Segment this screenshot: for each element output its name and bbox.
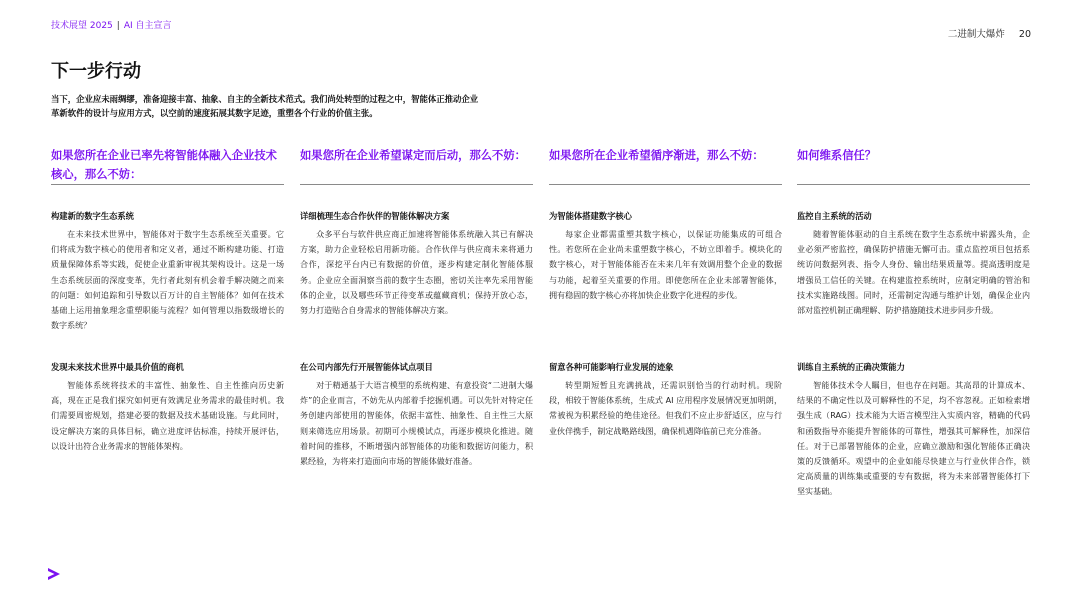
column-heading: 如果您所在企业希望循序渐进，那么不妨： <box>549 149 764 162</box>
column-divider <box>797 184 1030 185</box>
section-title: 在公司内部先行开展智能体试点项目 <box>300 362 433 372</box>
column-heading: 如果您所在企业希望谋定而后动，那么不妨： <box>300 149 526 162</box>
column-heading: 如何维系信任？ <box>797 149 877 162</box>
page-title: 下一步行动 <box>51 61 141 82</box>
report-subtitle: AI 自主宣言 <box>123 21 172 31</box>
column-planners <box>300 146 533 467</box>
section <box>300 210 533 318</box>
header-separator: | <box>116 21 120 31</box>
section-body: 每家企业都需重塑其数字核心，以保证功能集成的可组合性。若您所在企业尚未重塑数字核心，不妨立即着手。模块化的数字核心，对于智能体能否在未来几年有效调用整个企业的数据与功能，起着至关重要的作用。即使您所在企业未部署智能体，拥有稳固的数字核心亦将加快企业数字化进程的步伐。 <box>549 230 782 300</box>
column-trust <box>797 146 1030 497</box>
section-title: 训练自主系统的正确决策能力 <box>797 362 905 372</box>
section-body: 智能体系统将技术的丰富性、抽象性、自主性推向历史新高，现在正是我们探究如何更有效满足业务需求的最佳时机。我们需要周密规划，搭建必要的数据及技术基础设施。与此同时，设定解决方案的具体目标，确立进度评估标准，持续开展评估，以设计出符合业务需求的智能体架构。 <box>51 381 284 451</box>
header-left <box>51 20 172 32</box>
section <box>549 361 782 439</box>
section-title: 构建新的数字生态系统 <box>51 211 134 221</box>
section-body: 在未来技术世界中，智能体对于数字生态系统至关重要。它们将成为数字核心的使用者和定义者，通过不断构建功能、打造质量保障体系等实践，促使企业重新审视其架构设计。这是一场生态系统层面的深度变革，先行者此刻有机会着手解决随之而来的问题：如何追踪和引导数以百万计的自主智能体？如何在技术基础上运用抽象理念重塑职能与流程？如何管理以指数级增长的数字系统？ <box>51 230 284 331</box>
section <box>797 210 1030 318</box>
section <box>549 210 782 303</box>
section <box>300 361 533 469</box>
section-label: 二进制大爆炸 <box>947 29 1005 40</box>
section <box>51 361 284 454</box>
chevron-right-logo-icon <box>46 566 62 582</box>
page-number: 20 <box>1018 29 1031 40</box>
section-title: 发现未来技术世界中最具价值的商机 <box>51 362 184 372</box>
section-body: 对于精通基于大语言模型的系统构建、有意投资“二进制大爆炸”的企业而言，不妨先从内部着手挖掘机遇。可以先针对特定任务创建内部使用的智能体，依据丰富性、抽象性、自主性三大原则来筛选应用场景。初期可小规模试点，再逐步模块化推进。随着时间的推移，不断增强内部智能体的功能和数据访问能力，积累经验，为将来打造面向市场的智能体做好准备。 <box>300 381 533 467</box>
column-gradual <box>549 146 782 436</box>
section-title: 详细梳理生态合作伙伴的智能体解决方案 <box>300 211 450 221</box>
column-divider <box>51 184 284 185</box>
section <box>797 361 1030 500</box>
section-body: 众多平台与软件供应商正加速将智能体系统融入其已有解决方案，助力企业轻松启用新功能。合作伙伴与供应商未来将通力合作，深挖平台内已有数据的价值，逐步构建定制化智能体服务。企业应全面洞察当前的数字生态圈，密切关注率先采用智能体的企业，以及哪些环节正待变革或蕴藏商机；保持开放心态，努力打造贴合自身需求的智能体解决方案。 <box>300 230 533 316</box>
column-divider <box>549 184 782 185</box>
section-title: 监控自主系统的活动 <box>797 211 872 221</box>
section-title: 为智能体搭建数字核心 <box>549 211 632 221</box>
section-body: 随着智能体驱动的自主系统在数字生态系统中崭露头角，企业必须严密监控，确保防护措施无懈可击。重点监控项目包括系统访问数据列表、指令人身份、输出结果质量等。提高透明度是增强员工信任的关键。在构建监控系统时，应制定明确的管治和技术实施路线图。同时，还需制定沟通与维护计划，确保企业内部对监控机制正确理解、防护措施随技术进步同步升级。 <box>797 230 1030 316</box>
column-leaders <box>51 146 284 451</box>
column-heading: 如果您所在企业已率先将智能体融入企业技术核心，那么不妨： <box>51 149 277 181</box>
header-right <box>948 29 1031 41</box>
column-divider <box>300 184 533 185</box>
section <box>51 210 284 333</box>
intro-paragraph: 当下，企业应未雨绸缪，准备迎接丰富、抽象、自主的全新技术范式。我们尚处转型的过程之中，智能体正推动企业革新软件的设计与应用方式，以空前的速度拓展其数字足迹，重塑各个行业的价值主张。 <box>51 94 479 118</box>
section-title: 留意各种可能影响行业发展的迹象 <box>549 362 674 372</box>
section-body: 转型期短暂且充满挑战，还需识别恰当的行动时机。现阶段，相较于智能体系统，生成式 AI 应用程序发展情况更加明朗，常被视为积累经验的绝佳途径。但我们不应止步舒适区，应与行业伙伴携手，制定战略路线图，确保机遇降临前已充分准备。 <box>549 381 782 436</box>
section-body: 智能体技术令人瞩目，但也存在问题。其高昂的计算成本、结果的不确定性以及可解释性的不足，均不容忽视。正如检索增强生成（RAG）技术能为大语言模型注入实质内容，精确的代码和函数指导亦能提升智能体的可靠性，增强其可解释性，加深信任。对于已部署智能体的企业，应确立激励和强化智能体正确决策的反馈循环。观望中的企业如能尽快建立与行业伙伴合作，锁定高质量的训练集或重要的专有数据，将为未来部署智能体打下坚实基础。 <box>797 381 1030 497</box>
report-series: 技术展望 2025 <box>51 21 113 31</box>
